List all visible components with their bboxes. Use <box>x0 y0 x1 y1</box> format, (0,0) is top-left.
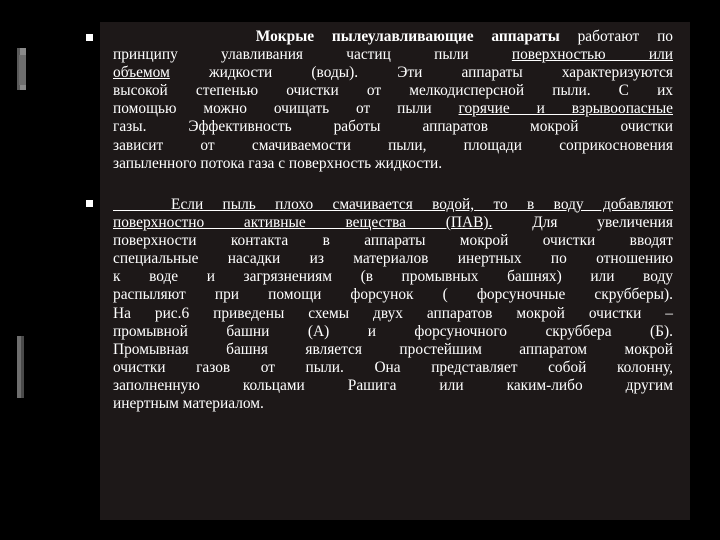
text-fragment: принципу улавливания частиц пыли <box>113 46 512 64</box>
text-fragment: высокой степенью очистки от мелкодисперсной пыли. С их <box>113 82 673 100</box>
text-fragment: промывной башни (А) и форсуночного скруббера (Б). <box>113 322 673 340</box>
text-line <box>113 155 673 173</box>
text-fragment: Промывная башня является простейшим аппаратом мокрой <box>113 340 673 358</box>
text-line <box>113 286 673 304</box>
text-fragment: жидкости (воды). Эти аппараты характеризуются <box>169 64 673 82</box>
underlined-text: Если пыль плохо смачивается водой, то в воду добавляют <box>113 196 673 213</box>
text-line <box>113 64 673 82</box>
text-fragment: поверхности контакта в аппараты мокрой очистки вводят <box>113 232 673 250</box>
decorative-side-bars <box>0 0 30 540</box>
text-fragment: работают по <box>559 28 673 45</box>
underlined-text: горячие и взрывоопасные <box>458 100 673 118</box>
text-line <box>113 323 673 341</box>
text-line <box>113 100 673 118</box>
text-line <box>113 118 673 136</box>
text-fragment: помощью можно очищать от пыли <box>113 100 459 118</box>
underlined-text: поверхностью или <box>511 46 673 64</box>
bullet-icon <box>86 200 93 207</box>
text-fragment: зависит от смачиваемости пыли, площади соприкосновения <box>113 136 673 154</box>
text-line <box>113 305 673 323</box>
text-fragment: запыленного потока газа с поверхность жидкости. <box>113 154 443 172</box>
text-line <box>113 46 673 64</box>
text-fragment: инертным материалом. <box>113 395 264 413</box>
text-line <box>113 214 673 232</box>
paragraph-2 <box>113 196 673 413</box>
text-line <box>113 359 673 377</box>
text-line <box>113 341 673 359</box>
underlined-text: поверхностно активные вещества (ПАВ). <box>113 214 493 232</box>
text-fragment: Для увеличения <box>492 214 673 232</box>
text-fragment <box>113 28 256 45</box>
paragraph-1 <box>113 28 673 173</box>
text-line <box>113 395 673 413</box>
text-fragment: специальные насадки из материалов инертных по отношению <box>113 250 673 268</box>
bold-text: Мокрые пылеулавливающие аппараты <box>255 28 560 45</box>
side-bar-top-inner <box>19 55 26 85</box>
side-bar-bottom-shade <box>21 336 24 398</box>
text-fragment: очистки газов от пыли. Она представляет собой колонну, <box>113 358 673 376</box>
text-fragment: газы. Эффективность работы аппаратов мокрой очистки <box>113 118 673 136</box>
text-fragment: к воде и загрязнениям (в промывных башнях) или воду <box>113 268 673 286</box>
text-line <box>113 250 673 268</box>
text-line <box>113 137 673 155</box>
text-line <box>113 268 673 286</box>
underlined-text: объемом <box>113 64 170 82</box>
text-line <box>113 377 673 395</box>
text-line <box>113 28 673 46</box>
text-fragment: заполненную кольцами Рашига или каким-либо другим <box>113 376 673 394</box>
text-fragment: распыляют при помощи форсунок ( форсуночные скрубберы). <box>113 286 673 304</box>
bullet-icon <box>86 34 93 41</box>
text-line <box>113 196 673 214</box>
text-fragment: На рис.6 приведены схемы двух аппаратов мокрой очистки – <box>113 304 673 322</box>
text-line <box>113 232 673 250</box>
text-line <box>113 82 673 100</box>
